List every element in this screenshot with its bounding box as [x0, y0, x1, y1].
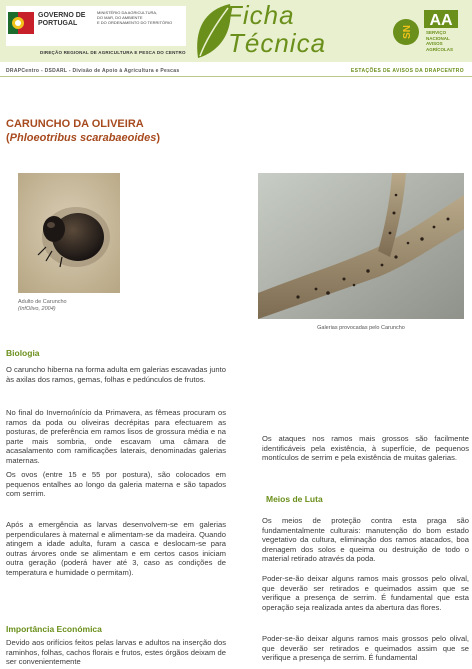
snaa-text — [426, 30, 453, 52]
meios-de-luta-heading: Meios de Luta — [266, 494, 323, 504]
ministry-name — [97, 10, 185, 25]
beetle-caption-line2: (InfOlivo, 2004) — [18, 306, 56, 312]
biologia-heading: Biologia — [6, 348, 40, 358]
scientific-open-paren: ( — [6, 132, 10, 144]
luta-paragraph-2: Poder-se-ão deixar alguns ramos mais grossos pelo olival, que deverão ser retirados e queimados assim que se verifique a presença de serrim. É fundamental que esta operação seja realizada antes da abertura das flores. — [262, 574, 469, 612]
ataques-paragraph: Os ataques nos ramos mais grossos são facilmente identificáveis pela existência, à superfície, de pequenos montículos de serrim e pela existência de muitas galerias. — [262, 434, 469, 463]
biologia-paragraph-3: Os ovos (entre 15 e 55 por postura), são colocados em pequenos entalhes ao longo da galeria materna e são tapados com serrim. — [6, 470, 226, 499]
scientific-close-paren: ) — [156, 132, 161, 144]
biologia-paragraph-4: Após a emergência as larvas desenvolvem-se em galerias perpendiculares à maternal e alimentam-se da madeira. Quando atingem a idade adulta, furam a casca e deslocam-se para outras árvores onde se alimentam e em certos casos iniciam outra geração (poderá haver até 3, caso as condições de temperatura e humidade o permitam). — [6, 520, 226, 577]
regional-directorate: DIREÇÃO REGIONAL DE AGRICULTURA E PESCA DO CENTRO — [40, 50, 186, 55]
ficha-title: Ficha — [226, 0, 295, 30]
ministry-line1: MINISTÉRIO DA AGRICULTURA, — [97, 10, 158, 15]
scientific-name — [6, 132, 160, 144]
beetle-photo — [18, 173, 120, 293]
importancia-heading: Importância Económica — [6, 624, 102, 634]
ministry-line2: DO MAR, DO AMBIENTE — [97, 15, 143, 20]
subheader-divider — [0, 76, 472, 77]
luta-paragraph-1: Os meios de proteção contra esta praga são fundamentalmente culturais: manutenção do bom estado vegetativo da cultura, eliminação dos ramos atacados, boa drenagem dos solos e queima ou destruição de todo o material retirado através da poda. — [262, 516, 469, 564]
article-title: CARUNCHO DA OLIVEIRA — [6, 118, 144, 130]
gov-name-line2: PORTUGAL — [38, 20, 78, 27]
svg-text:SN: SN — [402, 25, 413, 39]
beetle-photo-caption — [18, 299, 67, 313]
biologia-paragraph-2: No final do Inverno/início da Primavera, as fêmeas procuram os ramos da poda ou oliveiras decrépitas para efectuarem as posturas, de preferência em ramos lisos de grossura média e na parte mais sombria, onde escavam uma câmara de acasalamento com ramificações laterais, denominadas galerias maternas. — [6, 408, 226, 465]
snaa-text-line4: AGRÍCOLAS — [426, 46, 453, 52]
tecnica-title: Técnica — [228, 28, 327, 58]
ministry-line3: E DO ORDENAMENTO DO TERRITÓRIO — [97, 20, 173, 25]
snaa-text-line1: SERVIÇO — [426, 30, 447, 35]
scientific-name-text: Phloeotribus scarabaeoides — [9, 132, 157, 144]
branch-galleries-photo — [258, 173, 464, 319]
luta-paragraph-3: Poder-se-ão deixar alguns ramos mais grossos pelo olival, que deverão ser retirados e queimados assim que se verifique a presença de serrim. É fundamental — [262, 634, 469, 663]
branch-photo-caption: Galerias provocadas pelo Caruncho — [317, 325, 405, 331]
importancia-paragraph-1: Devido aos orifícios feitos pelas larvas e adultos na inserção dos raminhos, folhas, cachos florais e frutos, estes órgãos deixam de ser convenientemente — [6, 638, 226, 667]
subheader-division: DRAPCentro - DSDARL - Divisão de Apoio à Agricultura e Pescas — [6, 68, 180, 74]
biologia-paragraph-1: O caruncho hiberna na forma adulta em galerias escavadas junto às axilas dos ramos, gemas, folhas e pedúnculos de frutos. — [6, 365, 226, 384]
gov-name-line1: GOVERNO DE — [38, 12, 86, 19]
snaa-text-line3: AVISOS — [426, 41, 443, 46]
svg-text:AA: AA — [429, 12, 453, 29]
snaa-text-line2: NACIONAL — [426, 35, 450, 41]
beetle-caption-line1: Adulto de Caruncho — [18, 299, 67, 305]
portugal-emblem-icon — [8, 8, 34, 38]
subheader-stations: ESTAÇÕES DE AVISOS DA DRAPCENTRO — [350, 68, 464, 74]
government-name — [38, 12, 85, 28]
